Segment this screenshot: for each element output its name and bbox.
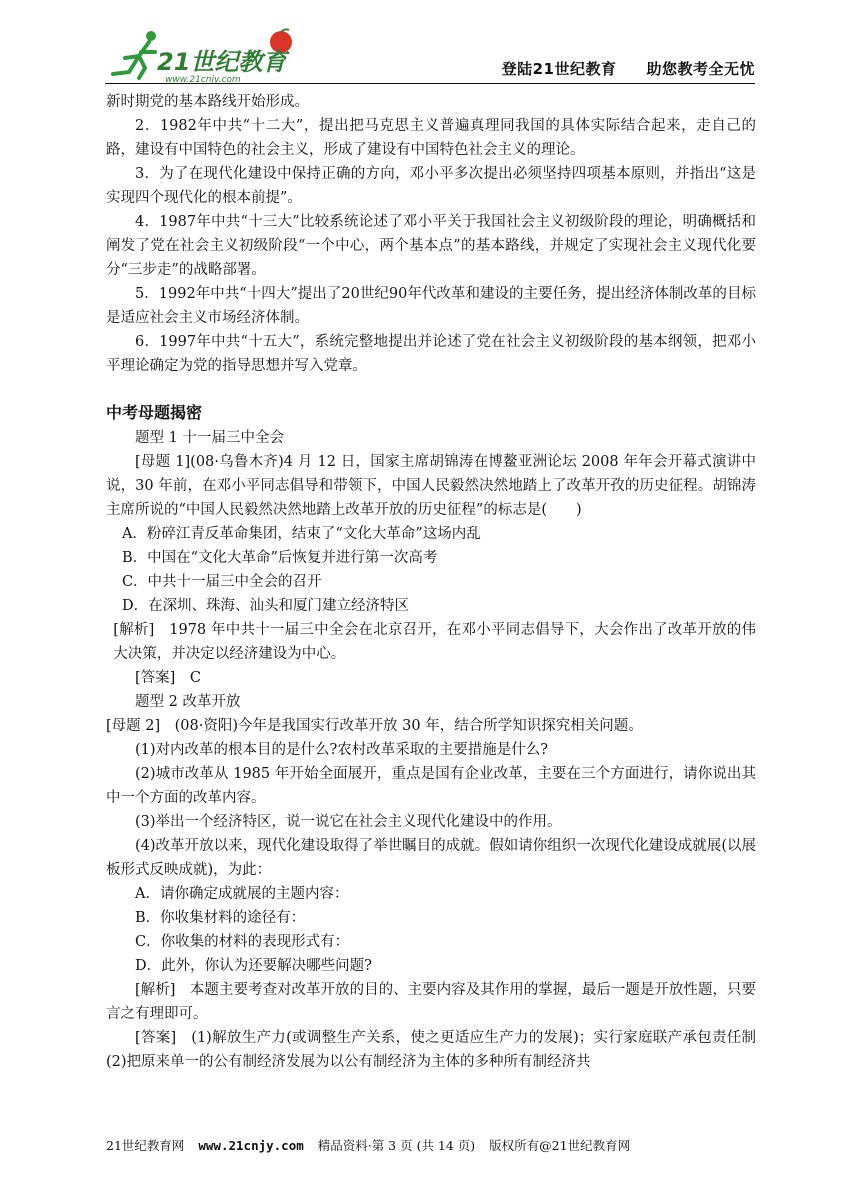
footer-site-name: 21世纪教育网	[106, 1138, 185, 1153]
footer-copyright: 版权所有@21世纪教育网	[489, 1138, 631, 1153]
slogan-left: 登陆21世纪教育	[501, 60, 617, 78]
page-footer	[106, 1136, 756, 1154]
paragraph: 5．1992年中共“十四大”提出了20世纪90年代改革和建设的主要任务，提出经济体制改革的目标是适应社会主义市场经济体制。	[106, 286, 756, 326]
logo-text: 21世纪教育	[157, 48, 287, 76]
footer-site-url[interactable]: www.21cnjy.com	[198, 1138, 304, 1153]
page-header	[105, 28, 755, 84]
option-b: B．中国在“文化大革命”后恢复并进行第一次高考	[121, 550, 438, 566]
sub-question: (3)举出一个经济特区，说一说它在社会主义现代化建设中的作用。	[135, 814, 562, 830]
sub-question: (2)城市改革从 1985 年开始全面展开，重点是国有企业改革，主要在三个方面进行，请你说出其中一个方面的改革内容。	[106, 766, 756, 806]
sub-question: (1)对内改革的根本目的是什么?农村改革采取的主要措施是什么?	[135, 742, 549, 758]
question-stem: [母题 1](08·乌鲁木齐)4 月 12 日，国家主席胡锦涛在博鳌亚洲论坛 2008 年年会开幕式演讲中说，30 年前，在邓小平同志倡导和带领下，中国人民毅然决然地踏上了改革开孜的历史征程。胡锦涛主席所说的“中国人民毅然决然地踏上改革开放的历史征程”的标志是( )	[106, 454, 756, 518]
question-type-label: 题型 2 改革开放	[135, 694, 241, 710]
header-divider	[105, 83, 755, 84]
option-c: C．你收集的材料的表现形式有：	[135, 934, 350, 950]
option-d: D．在深圳、珠海、汕头和厦门建立经济特区	[121, 598, 410, 614]
paragraph: 3．为了在现代化建设中保持正确的方向，邓小平多次提出必须坚持四项基本原则，并指出“这是实现四个现代化的根本前提”。	[106, 166, 756, 206]
question-type-label: 题型 1 十一届三中全会	[135, 430, 284, 446]
question-stem: [母题 2] (08·资阳)今年是我国实行改革开放 30 年，结合所学知识探究相关问题。	[106, 718, 643, 734]
option-a: A．粉碎江青反革命集团，结束了“文化大革命”这场内乱	[121, 526, 481, 542]
answer: [答案] C	[135, 670, 201, 686]
slogan-right: 助您教考全无忧	[646, 60, 755, 78]
footer-page-info: 精品资料·第 3 页 (共 14 页)	[317, 1138, 476, 1153]
option-d: D．此外，你认为还要解决哪些问题?	[135, 958, 372, 974]
paragraph: 4．1987年中共“十三大”比较系统论述了邓小平关于我国社会主义初级阶段的理论，明确概括和阐发了党在社会主义初级阶段“一个中心，两个基本点”的基本路线，并规定了实现社会主义现代化要分“三步走”的战略部署。	[106, 214, 756, 278]
paragraph: 2．1982年中共“十二大”，提出把马克思主义普遍真理同我国的具体实际结合起来，走自己的路，建设有中国特色的社会主义，形成了建设有中国特色社会主义的理论。	[106, 118, 756, 158]
header-slogan	[502, 58, 755, 79]
site-logo[interactable]	[105, 28, 305, 84]
logo-url: www.21cnjy.com	[165, 75, 241, 84]
analysis: [解析] 1978 年中共十一届三中全会在北京召开，在邓小平同志倡导下，大会作出了改革开放的伟大决策，并决定以经济建设为中心。	[113, 622, 756, 662]
paragraph: 6．1997年中共“十五大”，系统完整地提出并论述了党在社会主义初级阶段的基本纲领，把邓小平理论确定为党的指导思想并写入党章。	[106, 334, 756, 374]
option-a: A．请你确定成就展的主题内容：	[135, 886, 349, 902]
answer: [答案] (1)解放生产力(或调整生产关系，使之更适应生产力的发展)；实行家庭联产承包责任制 (2)把原来单一的公有制经济发展为以公有制经济为主体的多种所有制经济共	[106, 1030, 771, 1070]
option-b: B．你收集材料的途径有：	[135, 910, 306, 926]
paragraph: 新时期党的基本路线开始形成。	[106, 94, 309, 110]
document-body	[106, 90, 771, 1074]
running-man-icon	[113, 31, 156, 78]
analysis: [解析] 本题主要考查对改革开放的目的、主要内容及其作用的掌握，最后一题是开放性题，只要言之有理即可。	[106, 982, 756, 1022]
option-c: C．中共十一届三中全会的召开	[121, 574, 322, 590]
sub-question: (4)改革开放以来，现代化建设取得了举世瞩目的成就。假如请你组织一次现代化建设成就展(以展板形式反映成就)，为此：	[106, 838, 756, 878]
section-title: 中考母题揭密	[106, 403, 203, 422]
